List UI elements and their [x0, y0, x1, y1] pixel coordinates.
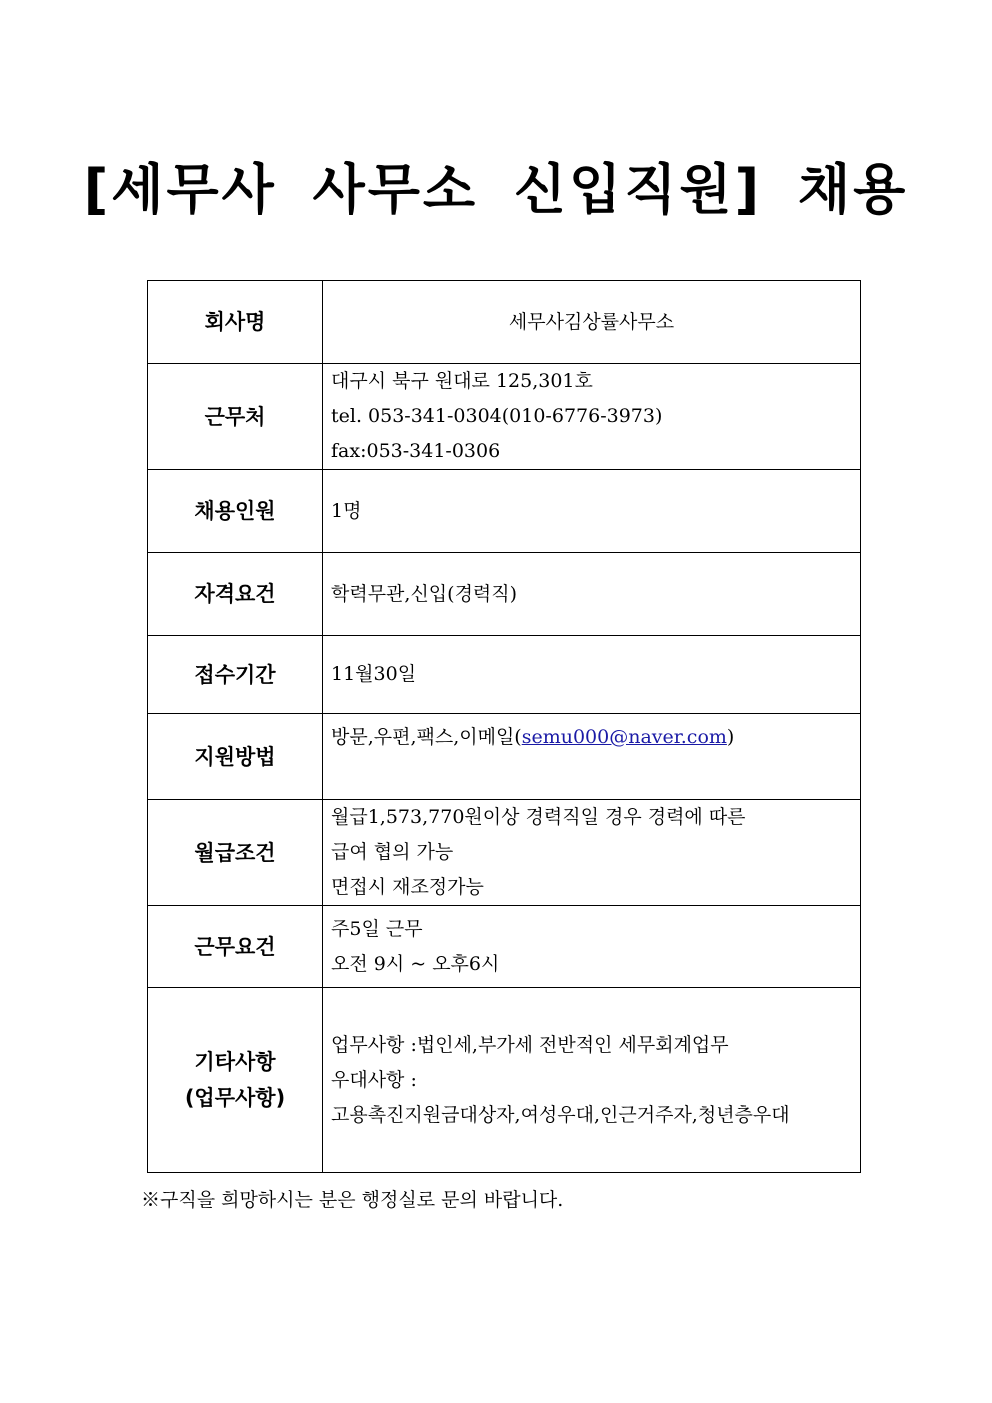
email-link[interactable]: semu000@naver.com	[521, 726, 727, 748]
table-row-workplace	[148, 364, 861, 470]
table-row-hours	[148, 906, 861, 988]
deadline-value: 11월30일	[323, 636, 861, 714]
apply-methods-prefix: 방문,우편,팩스,이메일(	[331, 726, 522, 748]
salary-label: 월급조건	[148, 800, 323, 906]
company-label: 회사명	[148, 281, 323, 364]
workplace-value	[323, 364, 861, 470]
other-value	[323, 988, 861, 1173]
headcount-label: 채용인원	[148, 470, 323, 553]
hours-line-2: 오전 9시 ~ 오후6시	[331, 952, 500, 975]
table-row-company	[148, 281, 861, 364]
hours-value	[323, 906, 861, 988]
workplace-address: 대구시 북구 원대로 125,301호	[331, 370, 593, 392]
other-preference: 고용촉진지원금대상자,여성우대,인근거주자,청년층우대	[331, 1103, 790, 1126]
other-label	[148, 988, 323, 1173]
deadline-label: 접수기간	[148, 636, 323, 714]
other-label-line-1: 기타사항	[194, 1050, 276, 1074]
workplace-fax: fax:053-341-0306	[331, 440, 501, 462]
table-row-headcount	[148, 470, 861, 553]
other-duties: 업무사항 :법인세,부가세 전반적인 세무회계업무	[331, 1033, 729, 1056]
salary-value	[323, 800, 861, 906]
qualification-label: 자격요건	[148, 553, 323, 636]
company-value: 세무사김상률사무소	[323, 281, 861, 364]
page-title: [세무사 사무소 신입직원] 채용	[83, 158, 909, 221]
apply-label: 지원방법	[148, 714, 323, 800]
other-label-line-2: (업무사항)	[184, 1086, 286, 1110]
footnote: ※구직을 희망하시는 분은 행정실로 문의 바랍니다.	[141, 1189, 564, 1211]
hours-line-1: 주5일 근무	[331, 917, 423, 940]
apply-methods-suffix: )	[726, 726, 735, 748]
table-row-other	[148, 988, 861, 1173]
hours-label: 근무요건	[148, 906, 323, 988]
job-posting-table	[147, 280, 861, 1173]
headcount-value: 1명	[323, 470, 861, 553]
salary-line-1: 월급1,573,770원이상 경력직일 경우 경력에 따른	[331, 806, 746, 828]
apply-methods	[331, 720, 860, 755]
salary-line-3: 면접시 재조정가능	[331, 876, 484, 898]
table-row-salary	[148, 800, 861, 906]
apply-value	[323, 714, 861, 800]
table-row-apply	[148, 714, 861, 800]
table-row-qualification	[148, 553, 861, 636]
salary-line-2: 급여 협의 가능	[331, 841, 454, 863]
workplace-tel: tel. 053-341-0304(010-6776-3973)	[331, 405, 663, 427]
workplace-label: 근무처	[148, 364, 323, 470]
table-row-deadline	[148, 636, 861, 714]
qualification-value: 학력무관,신입(경력직)	[323, 553, 861, 636]
other-preference-label: 우대사항 :	[331, 1068, 417, 1091]
